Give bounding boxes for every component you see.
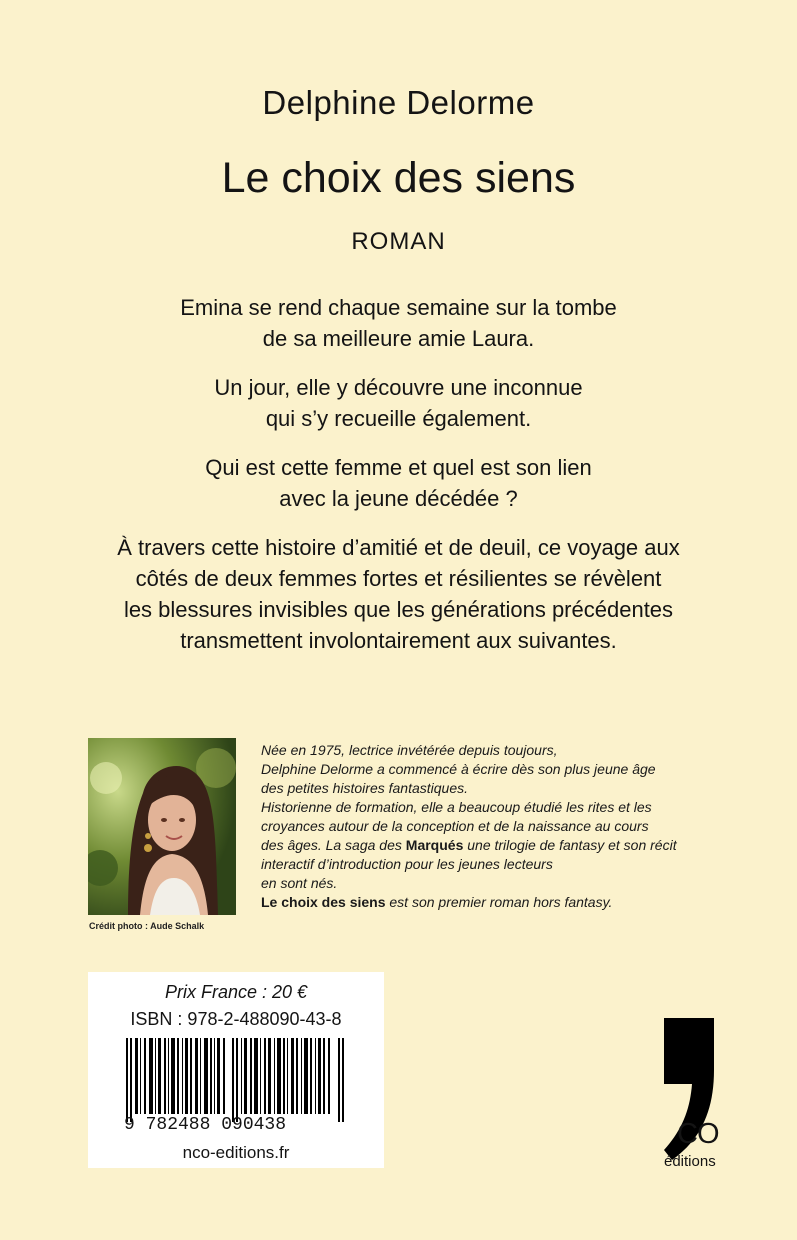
bio-text: est son premier roman hors fantasy.: [389, 894, 613, 910]
bio-text: une trilogie de fantasy et son récit: [467, 837, 677, 853]
bio-line: croyances autour de la conception et de la naissance au cours: [261, 818, 649, 834]
saga-name: Marqués: [405, 837, 464, 853]
publisher-logo-word: éditions: [664, 1153, 716, 1170]
bio-line: Née en 1975, lectrice invétérée depuis toujours,: [261, 742, 558, 758]
blurb-line: Qui est cette femme et quel est son lien: [205, 455, 592, 480]
blurb-paragraph-3: [50, 452, 747, 514]
website-link: nco-editions.fr: [182, 1143, 290, 1162]
author-portrait-image: [88, 738, 236, 915]
book-title-mention: Le choix des siens: [261, 894, 386, 910]
blurb-line: Emina se rend chaque semaine sur la tombe: [180, 295, 617, 320]
barcode-panel: [88, 972, 384, 1168]
author-bio: [261, 741, 731, 912]
bio-line: en sont nés.: [261, 875, 338, 891]
bio-text: des âges. La saga des: [261, 837, 402, 853]
bio-line: [261, 893, 731, 912]
book-title: Le choix des siens: [221, 154, 576, 202]
barcode-bars: [126, 1038, 348, 1122]
blurb-line: les blessures invisibles que les générations précédentes: [123, 597, 674, 622]
bio-line: [261, 836, 731, 855]
publisher-logo-letters: CO: [677, 1118, 719, 1150]
blurb-paragraph-4: [50, 532, 747, 656]
isbn-label: ISBN : 978-2-488090-43-8: [130, 1009, 342, 1029]
blurb-line: transmettent involontairement aux suivantes.: [180, 628, 617, 653]
blurb-line: Un jour, elle y découvre une inconnue: [214, 375, 583, 400]
photo-credit: Crédit photo : Aude Schalk: [89, 921, 205, 931]
author-photo: [88, 738, 236, 915]
price-label: Prix France : 20 €: [164, 982, 308, 1002]
blurb-line: avec la jeune décédée ?: [279, 486, 518, 511]
author-name: Delphine Delorme: [262, 84, 535, 121]
blurb-paragraph-1: [50, 292, 747, 354]
genre-label: ROMAN: [351, 228, 446, 255]
blurb-line: de sa meilleure amie Laura.: [262, 326, 535, 351]
bio-line: Delphine Delorme a commencé à écrire dès son plus jeune âge: [261, 761, 656, 777]
bio-line: Historienne de formation, elle a beaucoup étudié les rites et les: [261, 799, 652, 815]
blurb: [50, 292, 747, 656]
bio-line: des petites histoires fantastiques.: [261, 780, 469, 796]
blurb-line: À travers cette histoire d’amitié et de deuil, ce voyage aux: [117, 535, 680, 560]
bio-line: interactif d’introduction pour les jeunes lecteurs: [261, 856, 553, 872]
barcode-digits: 9 782488 090438: [124, 1115, 287, 1135]
blurb-paragraph-2: [50, 372, 747, 434]
blurb-line: côtés de deux femmes fortes et résilientes se révèlent: [135, 566, 662, 591]
blurb-line: qui s’y recueille également.: [265, 406, 532, 431]
